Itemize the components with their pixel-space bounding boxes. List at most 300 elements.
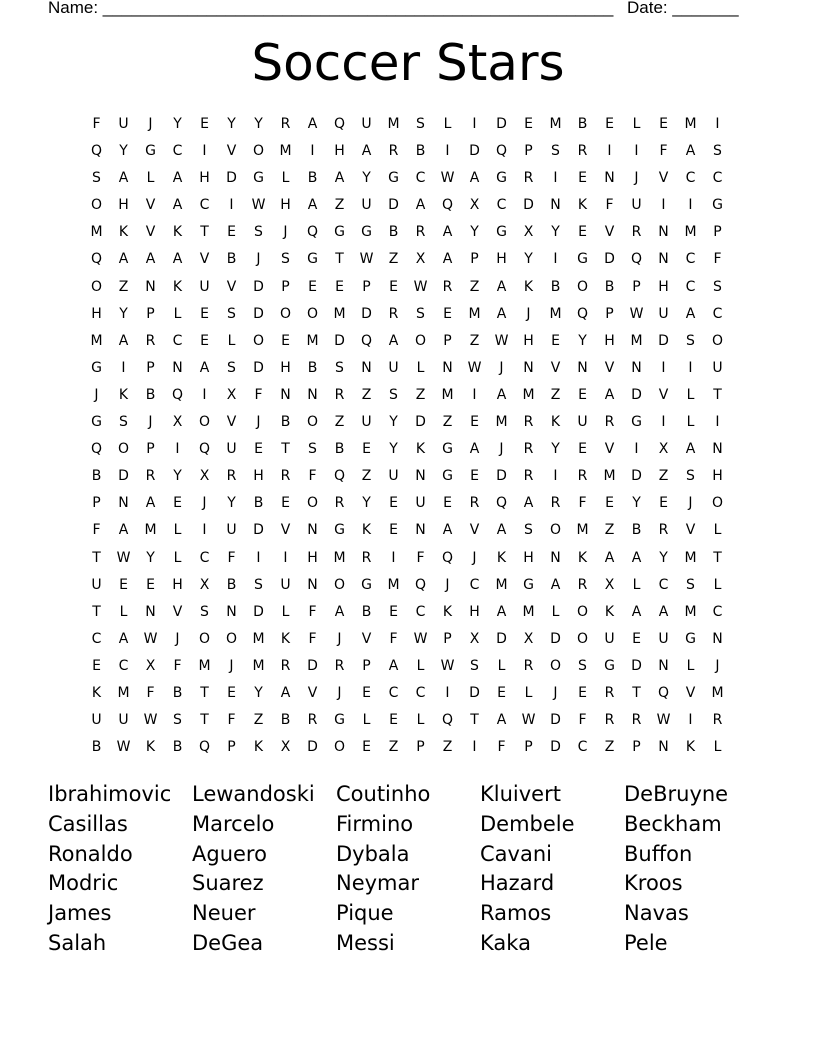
- grid-letter: T: [632, 684, 641, 701]
- grid-letter: R: [604, 414, 615, 431]
- grid-letter: W: [359, 251, 374, 268]
- grid-letter: M: [198, 657, 211, 674]
- grid-letter: S: [281, 251, 290, 268]
- grid-letter: E: [497, 684, 506, 701]
- grid-letter: A: [523, 495, 534, 512]
- grid-letter: S: [686, 332, 695, 349]
- grid-letter: T: [713, 549, 722, 566]
- grid-letter: E: [389, 522, 398, 539]
- grid-letter: Q: [495, 495, 508, 512]
- grid-letter: W: [656, 712, 671, 729]
- grid-letter: E: [524, 116, 533, 132]
- word-list-item: Neymar: [336, 871, 420, 896]
- grid-letter: O: [306, 495, 319, 512]
- grid-letter: Z: [658, 468, 669, 485]
- grid-letter: I: [553, 170, 558, 187]
- grid-letter: U: [361, 116, 372, 132]
- grid-letter: I: [634, 441, 639, 458]
- grid-letter: F: [416, 549, 425, 566]
- grid-letter: N: [415, 522, 426, 539]
- word-list-item: Pele: [624, 930, 668, 955]
- grid-letter: Z: [469, 278, 480, 295]
- grid-letter: C: [199, 197, 210, 214]
- grid-letter: F: [92, 116, 101, 132]
- grid-letter: J: [634, 170, 639, 187]
- grid-letter: Y: [227, 495, 236, 512]
- grid-letter: P: [443, 630, 452, 647]
- grid-letter: V: [361, 630, 372, 647]
- grid-letter: I: [202, 143, 207, 160]
- grid-letter: J: [148, 116, 153, 132]
- grid-letter: D: [118, 468, 129, 485]
- grid-letter: C: [118, 657, 129, 674]
- grid-letter: Z: [118, 278, 129, 295]
- grid-letter: O: [306, 414, 319, 431]
- grid-letter: D: [388, 197, 399, 214]
- grid-letter: J: [526, 305, 531, 322]
- grid-letter: O: [252, 143, 265, 160]
- grid-letter: B: [604, 278, 615, 295]
- grid-letter: N: [415, 468, 426, 485]
- grid-letter: M: [468, 305, 481, 322]
- grid-letter: K: [442, 603, 453, 620]
- grid-letter: Y: [362, 170, 371, 187]
- grid-letter: H: [118, 197, 129, 214]
- grid-letter: U: [658, 630, 669, 647]
- grid-letter: D: [550, 630, 561, 647]
- grid-letter: R: [577, 576, 588, 593]
- word-list-item: Casillas: [48, 811, 128, 836]
- word-list-item: James: [48, 901, 112, 926]
- grid-letter: H: [523, 332, 534, 349]
- grid-letter: W: [440, 657, 455, 674]
- grid-letter: I: [310, 143, 315, 160]
- grid-letter: A: [469, 170, 480, 187]
- grid-letter: D: [361, 305, 372, 322]
- grid-letter: S: [92, 170, 101, 187]
- grid-letter: R: [523, 414, 534, 431]
- grid-letter: I: [715, 116, 720, 132]
- grid-letter: Q: [198, 441, 211, 458]
- grid-letter: F: [146, 684, 155, 701]
- grid-letter: G: [145, 143, 156, 160]
- grid-letter: R: [334, 495, 345, 512]
- grid-letter: F: [254, 386, 263, 403]
- grid-letter: R: [415, 224, 426, 241]
- grid-letter: I: [472, 739, 477, 756]
- grid-letter: Q: [333, 468, 346, 485]
- grid-letter: K: [577, 197, 588, 214]
- grid-letter: V: [280, 522, 291, 539]
- grid-letter: Y: [254, 116, 263, 132]
- grid-letter: G: [523, 576, 534, 593]
- grid-letter: Q: [414, 576, 427, 593]
- grid-letter: K: [685, 739, 696, 756]
- grid-letter: B: [145, 386, 156, 403]
- grid-letter: H: [172, 576, 183, 593]
- grid-letter: O: [198, 414, 211, 431]
- grid-letter: L: [362, 712, 371, 729]
- grid-letter: L: [146, 170, 155, 187]
- grid-letter: R: [280, 468, 291, 485]
- grid-letter: K: [145, 739, 156, 756]
- grid-letter: L: [713, 522, 722, 539]
- grid-letter: R: [577, 468, 588, 485]
- grid-letter: E: [659, 495, 668, 512]
- grid-letter: I: [391, 549, 396, 566]
- grid-letter: E: [335, 278, 344, 295]
- grid-letter: A: [118, 522, 129, 539]
- grid-letter: N: [550, 549, 561, 566]
- date-field-label: Date: _______: [627, 0, 739, 17]
- grid-letter: U: [91, 576, 102, 593]
- grid-letter: R: [280, 116, 291, 132]
- grid-letter: E: [470, 468, 479, 485]
- grid-letter: D: [307, 657, 318, 674]
- grid-letter: J: [715, 657, 720, 674]
- grid-letter: B: [172, 739, 183, 756]
- grid-letter: B: [226, 576, 237, 593]
- grid-letter: W: [251, 197, 266, 214]
- word-list-item: Ibrahimovic: [48, 782, 172, 806]
- grid-letter: J: [94, 386, 99, 403]
- grid-letter: Y: [632, 495, 641, 512]
- word-list-item: Kluivert: [480, 782, 561, 806]
- grid-letter: N: [658, 251, 669, 268]
- word-list-item: DeGea: [192, 930, 264, 955]
- grid-letter: N: [280, 386, 291, 403]
- grid-letter: M: [684, 224, 697, 241]
- grid-letter: S: [524, 522, 533, 539]
- grid-letter: C: [172, 332, 183, 349]
- grid-letter: L: [551, 603, 560, 620]
- grid-letter: I: [688, 359, 693, 376]
- grid-letter: Y: [551, 441, 560, 458]
- grid-letter: P: [146, 359, 155, 376]
- grid-letter: J: [175, 630, 180, 647]
- grid-letter: E: [551, 332, 560, 349]
- grid-letter: Q: [441, 197, 454, 214]
- grid-letter: P: [227, 739, 236, 756]
- grid-letter: E: [578, 441, 587, 458]
- grid-letter: G: [712, 197, 723, 214]
- grid-letter: E: [362, 684, 371, 701]
- grid-letter: V: [469, 522, 480, 539]
- grid-letter: F: [308, 630, 317, 647]
- grid-letter: N: [577, 359, 588, 376]
- grid-letter: Z: [388, 251, 399, 268]
- grid-letter: G: [334, 224, 345, 241]
- grid-letter: S: [173, 712, 182, 729]
- grid-letter: B: [91, 468, 102, 485]
- grid-letter: I: [634, 143, 639, 160]
- grid-letter: D: [253, 603, 264, 620]
- grid-letter: M: [603, 468, 616, 485]
- word-list-item: Modric: [48, 871, 119, 896]
- grid-letter: R: [469, 495, 480, 512]
- grid-letter: R: [145, 332, 156, 349]
- grid-letter: P: [443, 332, 452, 349]
- grid-letter: R: [631, 224, 642, 241]
- grid-letter: P: [524, 739, 533, 756]
- grid-letter: L: [686, 414, 695, 431]
- grid-letter: M: [387, 576, 400, 593]
- grid-letter: A: [496, 603, 507, 620]
- grid-letter: J: [499, 441, 504, 458]
- grid-letter: K: [172, 224, 183, 241]
- grid-letter: V: [550, 359, 561, 376]
- grid-letter: A: [496, 522, 507, 539]
- grid-letter: P: [713, 224, 722, 241]
- grid-letter: I: [688, 197, 693, 214]
- grid-letter: L: [173, 305, 182, 322]
- grid-letter: S: [713, 143, 722, 160]
- grid-letter: X: [604, 576, 615, 593]
- grid-letter: E: [281, 495, 290, 512]
- grid-letter: A: [388, 657, 399, 674]
- grid-letter: B: [388, 224, 399, 241]
- grid-letter: S: [578, 657, 587, 674]
- grid-letter: Y: [146, 549, 155, 566]
- grid-letter: K: [118, 224, 129, 241]
- grid-letter: T: [470, 712, 479, 729]
- grid-letter: I: [256, 549, 261, 566]
- grid-letter: C: [658, 576, 669, 593]
- grid-letter: B: [307, 359, 318, 376]
- grid-letter: L: [713, 576, 722, 593]
- grid-letter: Y: [389, 414, 398, 431]
- grid-letter: O: [333, 576, 346, 593]
- grid-letter: Q: [441, 549, 454, 566]
- name-field-label: Name: ______________________________________________________: [48, 0, 614, 17]
- grid-letter: Q: [495, 143, 508, 160]
- grid-letter: F: [227, 549, 236, 566]
- grid-letter: P: [524, 143, 533, 160]
- grid-letter: F: [227, 712, 236, 729]
- grid-letter: F: [389, 630, 398, 647]
- word-list-item: Marcelo: [192, 811, 275, 836]
- grid-letter: M: [522, 386, 535, 403]
- grid-letter: V: [658, 386, 669, 403]
- grid-letter: Y: [254, 684, 263, 701]
- grid-letter: O: [225, 630, 238, 647]
- grid-letter: R: [226, 468, 237, 485]
- word-list-item: Ramos: [480, 901, 552, 926]
- grid-letter: A: [172, 170, 183, 187]
- grid-letter: A: [145, 495, 156, 512]
- grid-letter: M: [144, 522, 157, 539]
- grid-letter: X: [172, 414, 183, 431]
- grid-letter: E: [389, 278, 398, 295]
- grid-letter: G: [631, 414, 642, 431]
- word-list-item: Firmino: [336, 811, 414, 836]
- grid-letter: C: [172, 143, 183, 160]
- grid-letter: O: [252, 332, 265, 349]
- word-list-item: Dybala: [336, 841, 410, 866]
- grid-letter: D: [550, 712, 561, 729]
- grid-letter: U: [604, 630, 615, 647]
- grid-letter: E: [578, 386, 587, 403]
- grid-letter: R: [604, 684, 615, 701]
- grid-letter: L: [227, 332, 236, 349]
- grid-letter: R: [712, 712, 723, 729]
- grid-letter: M: [333, 305, 346, 322]
- word-list-item: Suarez: [192, 871, 264, 896]
- grid-letter: H: [253, 468, 264, 485]
- grid-letter: E: [281, 332, 290, 349]
- grid-letter: H: [280, 359, 291, 376]
- grid-letter: K: [577, 549, 588, 566]
- grid-letter: Q: [90, 441, 103, 458]
- grid-letter: A: [388, 332, 399, 349]
- grid-letter: M: [252, 657, 265, 674]
- grid-letter: V: [604, 224, 615, 241]
- grid-letter: J: [553, 684, 558, 701]
- grid-letter: R: [523, 657, 534, 674]
- grid-letter: A: [199, 359, 210, 376]
- word-list-item: Hazard: [480, 871, 555, 896]
- grid-letter: E: [578, 684, 587, 701]
- grid-letter: E: [92, 657, 101, 674]
- grid-letter: O: [117, 441, 130, 458]
- grid-letter: X: [523, 224, 534, 241]
- grid-letter: S: [119, 414, 128, 431]
- grid-letter: G: [496, 170, 507, 187]
- grid-letter: U: [415, 495, 426, 512]
- grid-letter: V: [199, 251, 210, 268]
- grid-letter: X: [469, 630, 480, 647]
- grid-letter: Q: [90, 251, 103, 268]
- grid-letter: A: [550, 576, 561, 593]
- grid-letter: A: [118, 170, 129, 187]
- grid-letter: M: [549, 305, 562, 322]
- grid-letter: A: [334, 603, 345, 620]
- grid-letter: O: [414, 332, 427, 349]
- grid-letter: P: [92, 495, 101, 512]
- grid-letter: S: [227, 359, 236, 376]
- grid-letter: N: [145, 278, 156, 295]
- grid-letter: T: [335, 251, 344, 268]
- grid-letter: R: [550, 495, 561, 512]
- word-list-item: Neuer: [192, 901, 256, 926]
- grid-letter: C: [496, 197, 507, 214]
- grid-letter: Y: [389, 441, 398, 458]
- grid-letter: D: [334, 332, 345, 349]
- grid-letter: V: [307, 684, 318, 701]
- grid-letter: M: [522, 603, 535, 620]
- grid-letter: T: [92, 603, 101, 620]
- grid-letter: G: [334, 522, 345, 539]
- grid-letter: L: [686, 386, 695, 403]
- grid-letter: D: [496, 630, 507, 647]
- grid-letter: M: [576, 522, 589, 539]
- grid-letter: E: [254, 441, 263, 458]
- grid-letter: V: [145, 197, 156, 214]
- grid-letter: Y: [173, 116, 182, 132]
- grid-letter: L: [632, 116, 641, 132]
- grid-letter: R: [631, 712, 642, 729]
- grid-letter: N: [442, 359, 453, 376]
- grid-letter: C: [469, 576, 480, 593]
- grid-letter: M: [387, 116, 400, 132]
- grid-letter: N: [604, 170, 615, 187]
- word-list-item: Dembele: [480, 811, 575, 836]
- grid-letter: A: [685, 305, 696, 322]
- word-list-item: Coutinho: [336, 782, 431, 806]
- grid-letter: O: [198, 630, 211, 647]
- grid-letter: Q: [576, 305, 589, 322]
- grid-letter: G: [442, 468, 453, 485]
- grid-letter: Y: [119, 143, 128, 160]
- grid-letter: A: [604, 386, 615, 403]
- grid-letter: C: [712, 170, 723, 187]
- grid-letter: P: [416, 739, 425, 756]
- grid-letter: I: [445, 143, 450, 160]
- grid-letter: Q: [90, 143, 103, 160]
- grid-letter: R: [523, 468, 534, 485]
- grid-letter: F: [497, 739, 506, 756]
- grid-letter: D: [550, 739, 561, 756]
- grid-letter: I: [715, 414, 720, 431]
- grid-letter: Y: [119, 305, 128, 322]
- grid-letter: G: [253, 170, 264, 187]
- grid-letter: M: [711, 684, 724, 701]
- grid-letter: V: [172, 603, 183, 620]
- grid-letter: N: [712, 630, 723, 647]
- word-list-item: DeBruyne: [624, 782, 729, 806]
- grid-letter: X: [226, 386, 237, 403]
- grid-letter: L: [119, 603, 128, 620]
- grid-letter: N: [631, 359, 642, 376]
- grid-letter: X: [658, 441, 669, 458]
- grid-letter: E: [200, 332, 209, 349]
- grid-letter: L: [281, 603, 290, 620]
- grid-letter: I: [121, 359, 126, 376]
- grid-letter: K: [253, 739, 264, 756]
- grid-letter: J: [337, 684, 342, 701]
- grid-letter: A: [442, 522, 453, 539]
- grid-letter: O: [549, 657, 562, 674]
- grid-letter: O: [90, 197, 103, 214]
- grid-letter: A: [604, 549, 615, 566]
- grid-letter: U: [361, 414, 372, 431]
- grid-letter: U: [361, 197, 372, 214]
- grid-letter: L: [173, 522, 182, 539]
- grid-letter: A: [469, 441, 480, 458]
- grid-letter: Q: [657, 684, 670, 701]
- grid-letter: E: [605, 495, 614, 512]
- grid-letter: Z: [550, 386, 561, 403]
- word-list-item: Ronaldo: [48, 841, 133, 866]
- grid-letter: F: [713, 251, 722, 268]
- grid-letter: T: [200, 224, 209, 241]
- grid-letter: Q: [306, 224, 319, 241]
- grid-letter: X: [145, 657, 156, 674]
- grid-letter: I: [175, 441, 180, 458]
- grid-letter: D: [604, 251, 615, 268]
- grid-letter: D: [496, 468, 507, 485]
- grid-letter: D: [253, 522, 264, 539]
- grid-letter: M: [252, 630, 265, 647]
- grid-letter: E: [146, 576, 155, 593]
- grid-letter: K: [280, 630, 291, 647]
- grid-letter: N: [118, 495, 129, 512]
- grid-letter: L: [416, 657, 425, 674]
- grid-letter: I: [202, 386, 207, 403]
- grid-letter: A: [442, 251, 453, 268]
- grid-letter: K: [361, 522, 372, 539]
- grid-letter: P: [362, 657, 371, 674]
